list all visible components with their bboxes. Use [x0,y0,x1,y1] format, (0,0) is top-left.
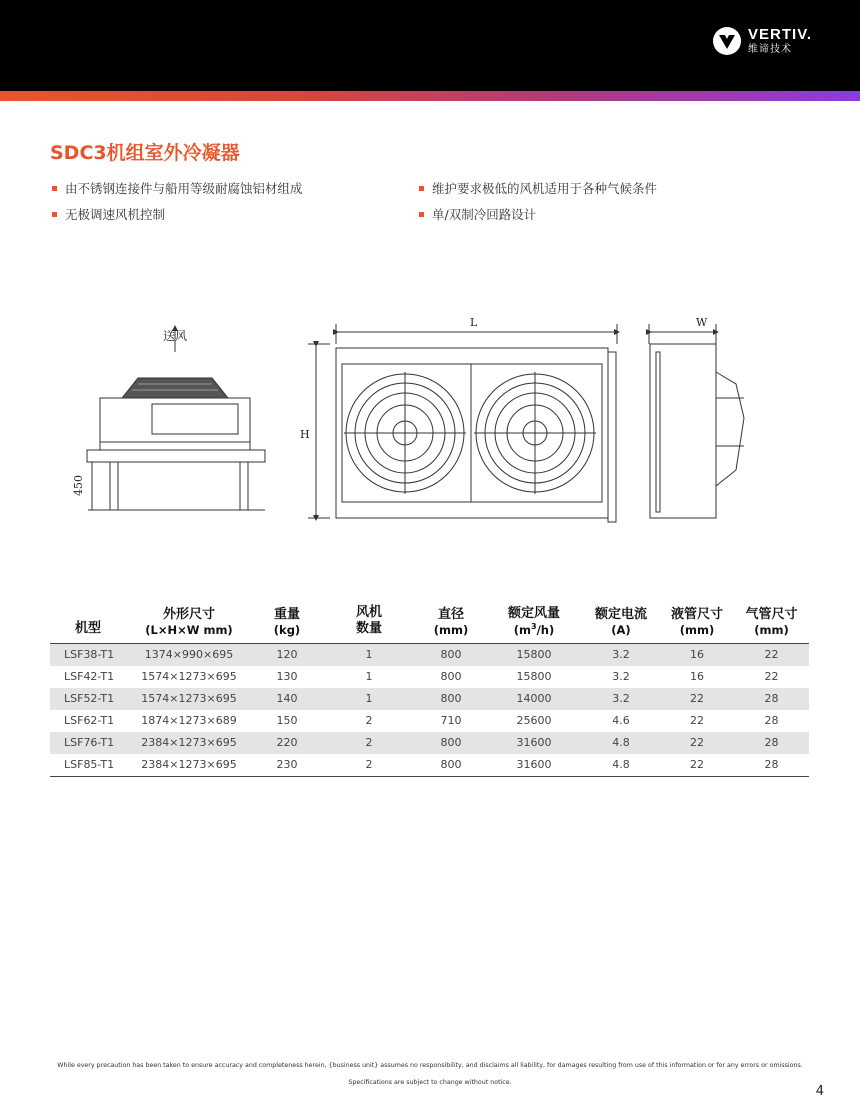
table-cell: 28 [734,754,809,777]
bullet-square-icon [419,186,424,191]
condenser-diagram [60,300,760,540]
table-cell: 130 [276,670,298,683]
table-cell: LSF85-T1 [50,754,126,777]
feature-bullet [52,205,165,223]
brand-name: VERTIV. [748,26,812,43]
header-airflow: 额定风量 $(m^3/h)$ [507,606,560,638]
height-H-label: H [300,428,310,441]
table-cell: 22 [660,732,734,754]
brand-cn-name: 维谛技术 [748,44,793,55]
feature-bullet [52,179,303,197]
table-cell: 1 [365,670,373,683]
table-cell: 4.6 [612,714,630,727]
bullet-square-icon [419,212,424,217]
table-cell: 2384×1273×695 [126,754,252,777]
page-number: 4 [815,1084,824,1099]
table-cell: 1 [322,688,416,710]
table-cell: 150 [276,714,298,727]
width-W-label: W [696,316,708,329]
table-cell: 3.2 [582,688,660,710]
length-L-label: L [470,316,478,329]
height-450-label: 450 [72,475,85,496]
table-cell: 15800 [486,643,582,666]
table-cell: LSF52-T1 [50,688,126,710]
table-cell: 2384×1273×695 [126,732,252,754]
table-header-row [50,605,809,643]
table-cell: 15800 [516,670,552,683]
table-cell: 1374×990×695 [126,643,252,666]
table-cell: 140 [252,688,322,710]
table-cell: 22 [734,643,809,666]
table-cell: 1 [322,643,416,666]
table-row [50,754,809,777]
table-cell: 1574×1273×695 [126,688,252,710]
table-cell: 31600 [486,754,582,777]
vertiv-logo [712,26,812,56]
table-row [50,732,809,754]
table-row [50,643,809,666]
bullet-text: 单/双制冷回路设计 [432,207,537,222]
table-cell: 22 [764,670,779,683]
table-cell: 800 [416,688,486,710]
bullet-text: 无极调速风机控制 [65,207,166,222]
header-weight: 重量 (kg) [273,606,301,638]
table-cell: 16 [690,670,704,683]
header-model: 机型 [74,621,101,637]
feature-bullet [419,205,536,223]
table-cell: LSF76-T1 [50,732,126,754]
page-header [0,0,860,91]
footer-disclaimer: While every precaution has been taken to ensure accuracy and completeness herein, {business unit} assumes no responsibility, and disclaims all liability, for damages resulting from use of this information or for any errors or omissions. [57,1062,803,1069]
table-cell: 25600 [516,714,552,727]
table-cell: 28 [734,732,809,754]
end-view-drawing [649,324,744,518]
header-dimensions: 外形尺寸 (L×H×W mm) [145,606,233,638]
table-cell: 31600 [486,732,582,754]
table-cell: 16 [660,643,734,666]
table-cell: 22 [660,688,734,710]
header-gas-pipe: 气管尺寸 (mm) [745,606,798,638]
header-current: 额定电流 (A) [594,606,647,638]
table-cell: 800 [416,754,486,777]
table-cell: 14000 [486,688,582,710]
table-cell: 1874×1273×689 [141,714,237,727]
bullet-square-icon [52,186,57,191]
table-cell: 230 [252,754,322,777]
bullet-text: 维护要求极低的风机适用于各种气候条件 [432,181,658,196]
feature-bullet [419,179,657,197]
table-cell: 800 [416,732,486,754]
vertiv-logo-icon [712,26,742,56]
table-cell: 4.8 [582,754,660,777]
front-view-drawing [308,324,617,522]
table-cell: 2 [322,732,416,754]
header-liquid-pipe: 液管尺寸 (mm) [670,606,723,638]
footer-spec-note: Specifications are subject to change without notice. [348,1079,512,1086]
table-cell: 220 [252,732,322,754]
table-cell: LSF62-T1 [64,714,115,727]
section-title: SDC3机组室外冷凝器 [50,142,240,164]
table-cell: 3.2 [582,643,660,666]
specification-table [50,605,809,777]
header-gradient-bar [0,91,860,101]
airflow-label: 送风 [163,329,188,343]
header-diameter: 直径 (mm) [433,606,469,638]
table-cell: 2 [322,754,416,777]
table-cell: 28 [764,714,779,727]
bullet-square-icon [52,212,57,217]
table-cell: 710 [440,714,462,727]
table-row [50,666,809,688]
table-cell: 800 [416,643,486,666]
table-cell: 1574×1273×695 [141,670,237,683]
table-cell: 2 [365,714,373,727]
table-row [50,688,809,710]
table-cell: 22 [660,754,734,777]
table-cell: 120 [252,643,322,666]
header-fan-count: 风机 数量 [355,605,382,637]
table-cell: LSF38-T1 [50,643,126,666]
table-cell: 800 [440,670,462,683]
table-cell: 4.8 [582,732,660,754]
bullet-text: 由不锈钢连接件与船用等级耐腐蚀铝材组成 [65,181,303,196]
table-cell: 3.2 [612,670,630,683]
table-cell: LSF42-T1 [64,670,115,683]
table-row [50,710,809,732]
side-view-drawing [87,328,265,510]
table-cell: 28 [734,688,809,710]
table-cell: 22 [690,714,704,727]
